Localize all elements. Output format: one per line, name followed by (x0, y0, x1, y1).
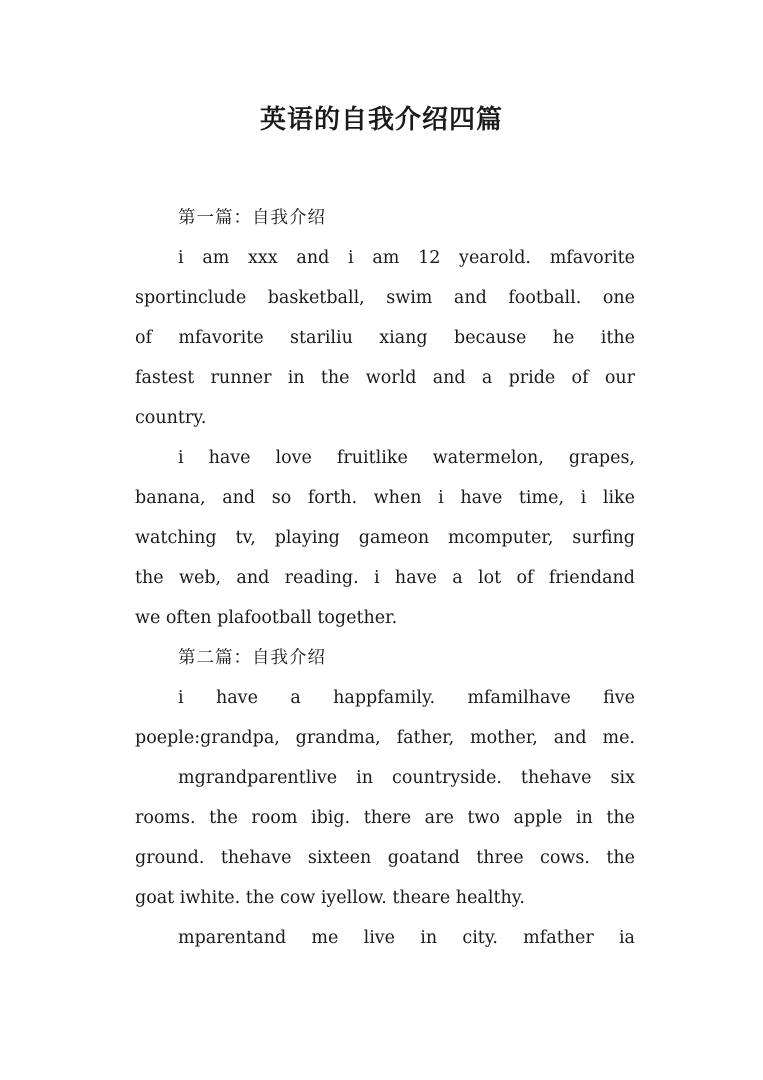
paragraph-line: ground. thehave sixteen goatand three cows. the (135, 848, 635, 868)
document-title: 英语的自我介绍四篇 (259, 105, 503, 135)
paragraph-line: country. (135, 408, 207, 428)
paragraph-line: i am xxx and i am 12 yearold. mfavorite (178, 248, 635, 268)
paragraph-line: sportinclude basketball, swim and football. one (135, 288, 635, 308)
paragraph-line: we often plafootball together. (135, 608, 398, 628)
paragraph-line: banana, and so forth. when i have time, i like (135, 488, 635, 508)
paragraph-line: rooms. the room ibig. there are two apple in the (135, 808, 635, 828)
paragraph-line: i have a happfamily. mfamilhave five (178, 688, 635, 708)
paragraph-line: of mfavorite stariliu xiang because he ithe (135, 328, 635, 348)
paragraph-line: mparentand me live in city. mfather ia (178, 928, 635, 948)
paragraph-line: the web, and reading. i have a lot of friendand (135, 568, 635, 588)
paragraph-line: watching tv, playing gameon mcomputer, surfing (135, 528, 635, 548)
paragraph-line: i have love fruitlike watermelon, grapes, (178, 448, 635, 468)
paragraph-line: goat iwhite. the cow iyellow. theare healthy. (135, 888, 525, 908)
document-body (135, 198, 635, 958)
section-heading: 第一篇：自我介绍 (178, 208, 326, 228)
paragraph-line: mgrandparentlive in countryside. thehave six (178, 768, 635, 788)
paragraph-line: fastest runner in the world and a pride of our (135, 368, 635, 388)
section-heading: 第二篇：自我介绍 (178, 648, 326, 668)
paragraph-line: poeple:grandpa, grandma, father, mother, and me. (135, 728, 635, 748)
